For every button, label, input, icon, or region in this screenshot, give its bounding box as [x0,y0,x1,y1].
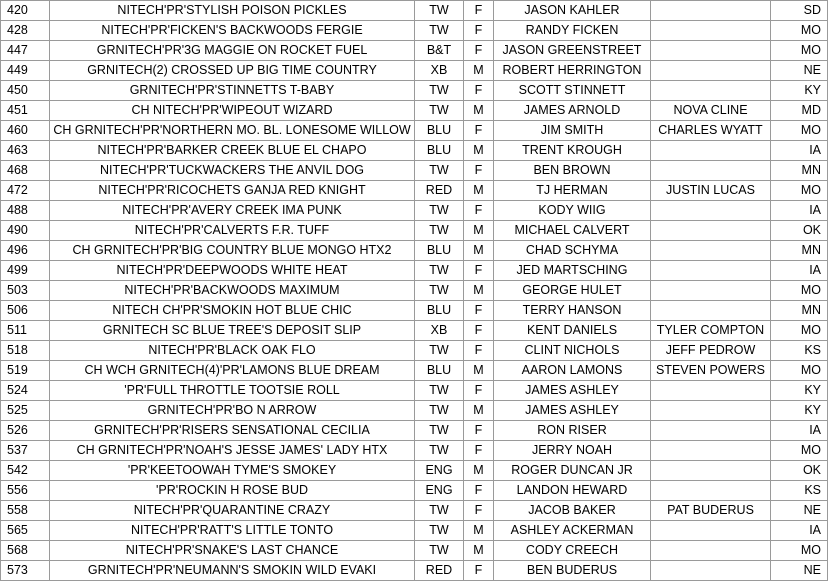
sex-cell[interactable]: F [464,261,494,281]
state-cell[interactable]: IA [771,141,828,161]
owner-cell[interactable]: JACOB BAKER [494,501,651,521]
entry-number-cell[interactable]: 428 [1,21,50,41]
entry-number-cell[interactable]: 472 [1,181,50,201]
sex-cell[interactable]: F [464,421,494,441]
entry-number-cell[interactable]: 468 [1,161,50,181]
entry-number-cell[interactable]: 463 [1,141,50,161]
co-owner-cell[interactable] [651,381,771,401]
co-owner-cell[interactable] [651,541,771,561]
table-row [1,241,828,261]
breed-cell[interactable]: TW [415,541,464,561]
co-owner-cell[interactable] [651,461,771,481]
owner-cell[interactable]: JASON GREENSTREET [494,41,651,61]
dog-name-cell[interactable]: 'PR'KEETOOWAH TYME'S SMOKEY [50,461,415,481]
state-cell[interactable]: NE [771,61,828,81]
table-row [1,121,828,141]
state-cell[interactable]: MO [771,281,828,301]
state-cell[interactable]: IA [771,421,828,441]
table-row [1,481,828,501]
entry-number-cell[interactable]: 518 [1,341,50,361]
breed-cell[interactable]: TW [415,281,464,301]
breed-cell[interactable]: TW [415,201,464,221]
breed-cell[interactable]: ENG [415,461,464,481]
co-owner-cell[interactable] [651,401,771,421]
dog-name-cell[interactable]: NITECH'PR'BLACK OAK FLO [50,341,415,361]
entry-number-cell[interactable]: 568 [1,541,50,561]
co-owner-cell[interactable] [651,61,771,81]
table-row [1,201,828,221]
co-owner-cell[interactable] [651,41,771,61]
table-row [1,441,828,461]
co-owner-cell[interactable] [651,521,771,541]
co-owner-cell[interactable] [651,261,771,281]
sex-cell[interactable]: F [464,301,494,321]
entry-number-cell[interactable]: 506 [1,301,50,321]
table-row [1,141,828,161]
state-cell[interactable]: KS [771,481,828,501]
dog-name-cell[interactable]: CH NITECH'PR'WIPEOUT WIZARD [50,101,415,121]
table-row [1,361,828,381]
owner-cell[interactable]: MICHAEL CALVERT [494,221,651,241]
dog-name-cell[interactable]: NITECH'PR'CALVERTS F.R. TUFF [50,221,415,241]
breed-cell[interactable]: TW [415,521,464,541]
table-row [1,281,828,301]
breed-cell[interactable]: TW [415,81,464,101]
breed-cell[interactable]: B&T [415,41,464,61]
owner-cell[interactable]: JAMES ASHLEY [494,381,651,401]
sex-cell[interactable]: F [464,321,494,341]
state-cell[interactable]: MO [771,41,828,61]
state-cell[interactable]: NE [771,501,828,521]
state-cell[interactable]: IA [771,261,828,281]
sex-cell[interactable]: M [464,541,494,561]
co-owner-cell[interactable]: STEVEN POWERS [651,361,771,381]
entry-number-cell[interactable]: 537 [1,441,50,461]
sex-cell[interactable]: F [464,561,494,581]
breed-cell[interactable]: XB [415,321,464,341]
sex-cell[interactable]: F [464,441,494,461]
dog-name-cell[interactable]: NITECH'PR'QUARANTINE CRAZY [50,501,415,521]
sex-cell[interactable]: M [464,61,494,81]
owner-cell[interactable]: JASON KAHLER [494,1,651,21]
dog-name-cell[interactable]: 'PR'FULL THROTTLE TOOTSIE ROLL [50,381,415,401]
co-owner-cell[interactable] [651,221,771,241]
dog-name-cell[interactable]: CH GRNITECH'PR'NORTHERN MO. BL. LONESOME WILLOW [50,121,415,141]
state-cell[interactable]: MO [771,181,828,201]
entry-number-cell[interactable]: 503 [1,281,50,301]
state-cell[interactable]: MN [771,161,828,181]
breed-cell[interactable]: RED [415,181,464,201]
table-row [1,81,828,101]
co-owner-cell[interactable] [651,141,771,161]
sex-cell[interactable]: F [464,201,494,221]
co-owner-cell[interactable] [651,201,771,221]
co-owner-cell[interactable] [651,301,771,321]
state-cell[interactable]: SD [771,1,828,21]
owner-cell[interactable]: KENT DANIELS [494,321,651,341]
table-row [1,61,828,81]
table-row [1,341,828,361]
owner-cell[interactable]: KODY WIIG [494,201,651,221]
dog-name-cell[interactable]: GRNITECH(2) CROSSED UP BIG TIME COUNTRY [50,61,415,81]
co-owner-cell[interactable]: CHARLES WYATT [651,121,771,141]
dog-name-cell[interactable]: CH WCH GRNITECH(4)'PR'LAMONS BLUE DREAM [50,361,415,381]
owner-cell[interactable]: CODY CREECH [494,541,651,561]
co-owner-cell[interactable]: JUSTIN LUCAS [651,181,771,201]
sex-cell[interactable]: M [464,141,494,161]
state-cell[interactable]: MN [771,241,828,261]
table-row [1,421,828,441]
owner-cell[interactable]: AARON LAMONS [494,361,651,381]
dog-name-cell[interactable]: NITECH'PR'DEEPWOODS WHITE HEAT [50,261,415,281]
entry-number-cell[interactable]: 525 [1,401,50,421]
breed-cell[interactable]: TW [415,1,464,21]
breed-cell[interactable]: BLU [415,141,464,161]
breed-cell[interactable]: TW [415,101,464,121]
table-row [1,181,828,201]
state-cell[interactable]: MO [771,321,828,341]
owner-cell[interactable]: JAMES ASHLEY [494,401,651,421]
sex-cell[interactable]: F [464,341,494,361]
co-owner-cell[interactable] [651,161,771,181]
co-owner-cell[interactable] [651,561,771,581]
state-cell[interactable]: KS [771,341,828,361]
sex-cell[interactable]: M [464,361,494,381]
co-owner-cell[interactable] [651,441,771,461]
breed-cell[interactable]: XB [415,61,464,81]
table-row [1,521,828,541]
table-row [1,321,828,341]
owner-cell[interactable]: SCOTT STINNETT [494,81,651,101]
entry-number-cell[interactable]: 420 [1,1,50,21]
co-owner-cell[interactable] [651,1,771,21]
dog-name-cell[interactable]: CH GRNITECH'PR'BIG COUNTRY BLUE MONGO HTX2 [50,241,415,261]
table-row [1,541,828,561]
owner-cell[interactable]: ROBERT HERRINGTON [494,61,651,81]
owner-cell[interactable]: CLINT NICHOLS [494,341,651,361]
co-owner-cell[interactable]: PAT BUDERUS [651,501,771,521]
sex-cell[interactable]: M [464,101,494,121]
entry-number-cell[interactable]: 556 [1,481,50,501]
state-cell[interactable]: MO [771,441,828,461]
state-cell[interactable]: MN [771,301,828,321]
sex-cell[interactable]: M [464,401,494,421]
dog-name-cell[interactable]: GRNITECH'PR'STINNETTS T-BABY [50,81,415,101]
table-row [1,381,828,401]
owner-cell[interactable]: TERRY HANSON [494,301,651,321]
dog-name-cell[interactable]: NITECH'PR'BARKER CREEK BLUE EL CHAPO [50,141,415,161]
table-row [1,401,828,421]
dog-name-cell[interactable]: GRNITECH'PR'NEUMANN'S SMOKIN WILD EVAKI [50,561,415,581]
dog-name-cell[interactable]: NITECH'PR'AVERY CREEK IMA PUNK [50,201,415,221]
table-row [1,561,828,581]
owner-cell[interactable]: GEORGE HULET [494,281,651,301]
dog-name-cell[interactable]: GRNITECH SC BLUE TREE'S DEPOSIT SLIP [50,321,415,341]
dog-name-cell[interactable]: 'PR'ROCKIN H ROSE BUD [50,481,415,501]
breed-cell[interactable]: BLU [415,121,464,141]
co-owner-cell[interactable]: NOVA CLINE [651,101,771,121]
state-cell[interactable]: OK [771,221,828,241]
table-row [1,221,828,241]
sex-cell[interactable]: F [464,381,494,401]
breed-cell[interactable]: TW [415,401,464,421]
state-cell[interactable]: IA [771,521,828,541]
sex-cell[interactable]: M [464,281,494,301]
co-owner-cell[interactable]: JEFF PEDROW [651,341,771,361]
entry-number-cell[interactable]: 558 [1,501,50,521]
dog-name-cell[interactable]: NITECH'PR'RICOCHETS GANJA RED KNIGHT [50,181,415,201]
entry-number-cell[interactable]: 565 [1,521,50,541]
co-owner-cell[interactable] [651,241,771,261]
owner-cell[interactable]: TRENT KROUGH [494,141,651,161]
state-cell[interactable]: MO [771,541,828,561]
state-cell[interactable]: MO [771,361,828,381]
entry-number-cell[interactable]: 449 [1,61,50,81]
entry-number-cell[interactable]: 542 [1,461,50,481]
dog-name-cell[interactable]: CH GRNITECH'PR'NOAH'S JESSE JAMES' LADY HTX [50,441,415,461]
co-owner-cell[interactable]: TYLER COMPTON [651,321,771,341]
owner-cell[interactable]: BEN BUDERUS [494,561,651,581]
dog-name-cell[interactable]: GRNITECH'PR'BO N ARROW [50,401,415,421]
co-owner-cell[interactable] [651,481,771,501]
entry-number-cell[interactable]: 488 [1,201,50,221]
breed-cell[interactable]: RED [415,561,464,581]
sex-cell[interactable]: F [464,21,494,41]
entry-number-cell[interactable]: 573 [1,561,50,581]
state-cell[interactable]: MO [771,121,828,141]
entry-number-cell[interactable]: 511 [1,321,50,341]
entry-number-cell[interactable]: 499 [1,261,50,281]
breed-cell[interactable]: BLU [415,301,464,321]
sex-cell[interactable]: F [464,41,494,61]
state-cell[interactable]: KY [771,81,828,101]
entry-number-cell[interactable]: 524 [1,381,50,401]
owner-cell[interactable]: CHAD SCHYMA [494,241,651,261]
breed-cell[interactable]: ENG [415,481,464,501]
dog-name-cell[interactable]: GRNITECH'PR'3G MAGGIE ON ROCKET FUEL [50,41,415,61]
entry-number-cell[interactable]: 447 [1,41,50,61]
co-owner-cell[interactable] [651,281,771,301]
dog-name-cell[interactable]: NITECH'PR'FICKEN'S BACKWOODS FERGIE [50,21,415,41]
owner-cell[interactable]: TJ HERMAN [494,181,651,201]
sex-cell[interactable]: F [464,481,494,501]
sex-cell[interactable]: F [464,81,494,101]
sex-cell[interactable]: M [464,521,494,541]
breed-cell[interactable]: BLU [415,241,464,261]
owner-cell[interactable]: JAMES ARNOLD [494,101,651,121]
table-row [1,101,828,121]
state-cell[interactable]: NE [771,561,828,581]
breed-cell[interactable]: TW [415,341,464,361]
breed-cell[interactable]: TW [415,21,464,41]
owner-cell[interactable]: ASHLEY ACKERMAN [494,521,651,541]
owner-cell[interactable]: JERRY NOAH [494,441,651,461]
breed-cell[interactable]: TW [415,441,464,461]
table-row [1,1,828,21]
sex-cell[interactable]: M [464,241,494,261]
table-row [1,461,828,481]
state-cell[interactable]: IA [771,201,828,221]
state-cell[interactable]: KY [771,381,828,401]
owner-cell[interactable]: RON RISER [494,421,651,441]
owner-cell[interactable]: ROGER DUNCAN JR [494,461,651,481]
dog-name-cell[interactable]: NITECH'PR'BACKWOODS MAXIMUM [50,281,415,301]
sex-cell[interactable]: F [464,161,494,181]
entry-number-cell[interactable]: 450 [1,81,50,101]
co-owner-cell[interactable] [651,81,771,101]
table-row [1,21,828,41]
breed-cell[interactable]: BLU [415,361,464,381]
co-owner-cell[interactable] [651,21,771,41]
sex-cell[interactable]: F [464,121,494,141]
table-row [1,301,828,321]
table-row [1,261,828,281]
entry-number-cell[interactable]: 490 [1,221,50,241]
breed-cell[interactable]: TW [415,261,464,281]
sex-cell[interactable]: M [464,461,494,481]
dog-name-cell[interactable]: NITECH'PR'RATT'S LITTLE TONTO [50,521,415,541]
table-row [1,41,828,61]
state-cell[interactable]: OK [771,461,828,481]
table-row [1,161,828,181]
breed-cell[interactable]: TW [415,221,464,241]
breed-cell[interactable]: TW [415,381,464,401]
state-cell[interactable]: MD [771,101,828,121]
owner-cell[interactable]: LANDON HEWARD [494,481,651,501]
owner-cell[interactable]: BEN BROWN [494,161,651,181]
state-cell[interactable]: MO [771,21,828,41]
dog-name-cell[interactable]: NITECH'PR'TUCKWACKERS THE ANVIL DOG [50,161,415,181]
sex-cell[interactable]: F [464,1,494,21]
owner-cell[interactable]: RANDY FICKEN [494,21,651,41]
sex-cell[interactable]: M [464,181,494,201]
dog-name-cell[interactable]: NITECH'PR'SNAKE'S LAST CHANCE [50,541,415,561]
dog-name-cell[interactable]: NITECH CH'PR'SMOKIN HOT BLUE CHIC [50,301,415,321]
entry-number-cell[interactable]: 526 [1,421,50,441]
dog-name-cell[interactable]: NITECH'PR'STYLISH POISON PICKLES [50,1,415,21]
breed-cell[interactable]: TW [415,161,464,181]
owner-cell[interactable]: JED MARTSCHING [494,261,651,281]
entry-number-cell[interactable]: 451 [1,101,50,121]
entry-number-cell[interactable]: 460 [1,121,50,141]
table-body [1,1,828,581]
sex-cell[interactable]: F [464,501,494,521]
dog-name-cell[interactable]: GRNITECH'PR'RISERS SENSATIONAL CECILIA [50,421,415,441]
breed-cell[interactable]: TW [415,501,464,521]
state-cell[interactable]: KY [771,401,828,421]
co-owner-cell[interactable] [651,421,771,441]
entry-number-cell[interactable]: 519 [1,361,50,381]
owner-cell[interactable]: JIM SMITH [494,121,651,141]
breed-cell[interactable]: TW [415,421,464,441]
sex-cell[interactable]: M [464,221,494,241]
table-row [1,501,828,521]
entry-number-cell[interactable]: 496 [1,241,50,261]
